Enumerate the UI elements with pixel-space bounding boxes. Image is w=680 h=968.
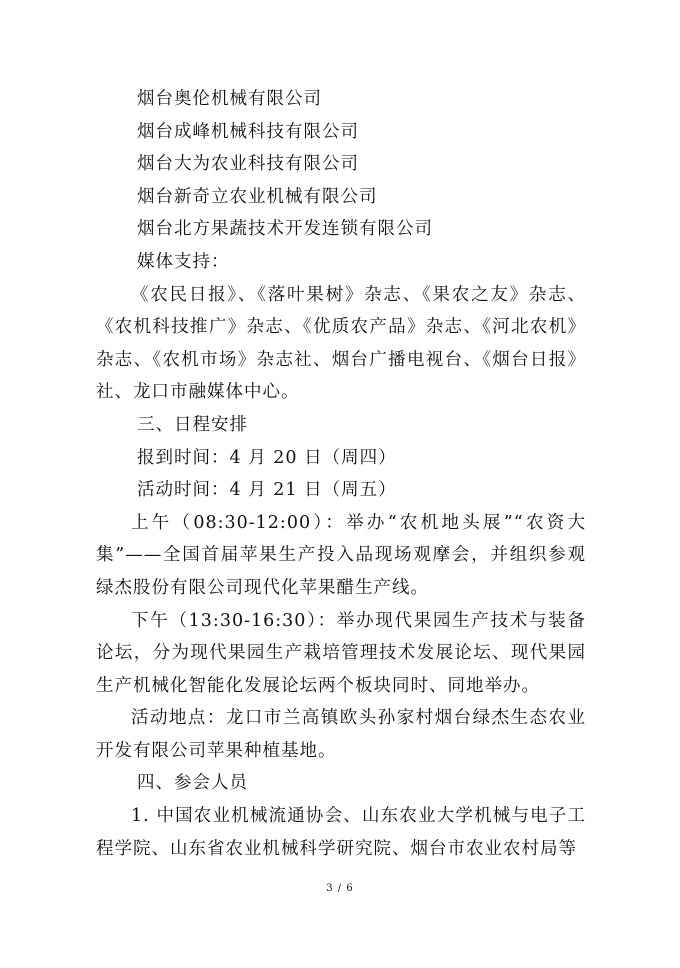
attendees-item-1: 1. 中国农业机械流通协会、山东农业大学机械与电子工程学院、山东省农业机械科学研究院、烟台市农业农村局等 (96, 806, 586, 859)
company-line: 烟台大为农业科技有限公司 (137, 154, 359, 175)
company-line: 烟台成峰机械科技有限公司 (137, 121, 359, 142)
attendees-heading: 四、参会人员 (137, 773, 248, 794)
activity-location: 活动地点：龙口市兰高镇欧头孙家村烟台绿杰生态农业开发有限公司苹果种植基地。 (96, 708, 586, 761)
company-line: 烟台北方果蔬技术开发连锁有限公司 (137, 219, 433, 240)
media-support-paragraph: 《农民日报》、《落叶果树》杂志、《果农之友》杂志、《农机科技推广》杂志、《优质农产品》杂志、《河北农机》杂志、《农机市场》杂志社、烟台广播电视台、《烟台日报》社、龙口市融媒体中心。 (96, 284, 586, 403)
document-body (96, 83, 586, 865)
company-line: 烟台新奇立农业机械有限公司 (137, 186, 378, 207)
activity-time: 活动时间：4 月 21 日（周五） (137, 480, 397, 501)
schedule-heading: 三、日程安排 (137, 414, 248, 435)
afternoon-schedule: 下午（13:30-16:30）：举办现代果园生产技术与装备论坛，分为现代果园生产栽培管理技术发展论坛、现代果园生产机械化智能化发展论坛两个板块同时、同地举办。 (96, 610, 586, 696)
checkin-time: 报到时间：4 月 20 日（周四） (137, 447, 397, 468)
morning-schedule: 上午（08:30-12:00）：举办“农机地头展”“农资大集”——全国首届苹果生产投入品现场观摩会，并组织参观绿杰股份有限公司现代化苹果醋生产线。 (96, 512, 586, 598)
media-support-label: 媒体支持： (137, 251, 230, 272)
page-number: 3 / 6 (326, 883, 354, 894)
company-line: 烟台奥伦机械有限公司 (137, 89, 322, 109)
